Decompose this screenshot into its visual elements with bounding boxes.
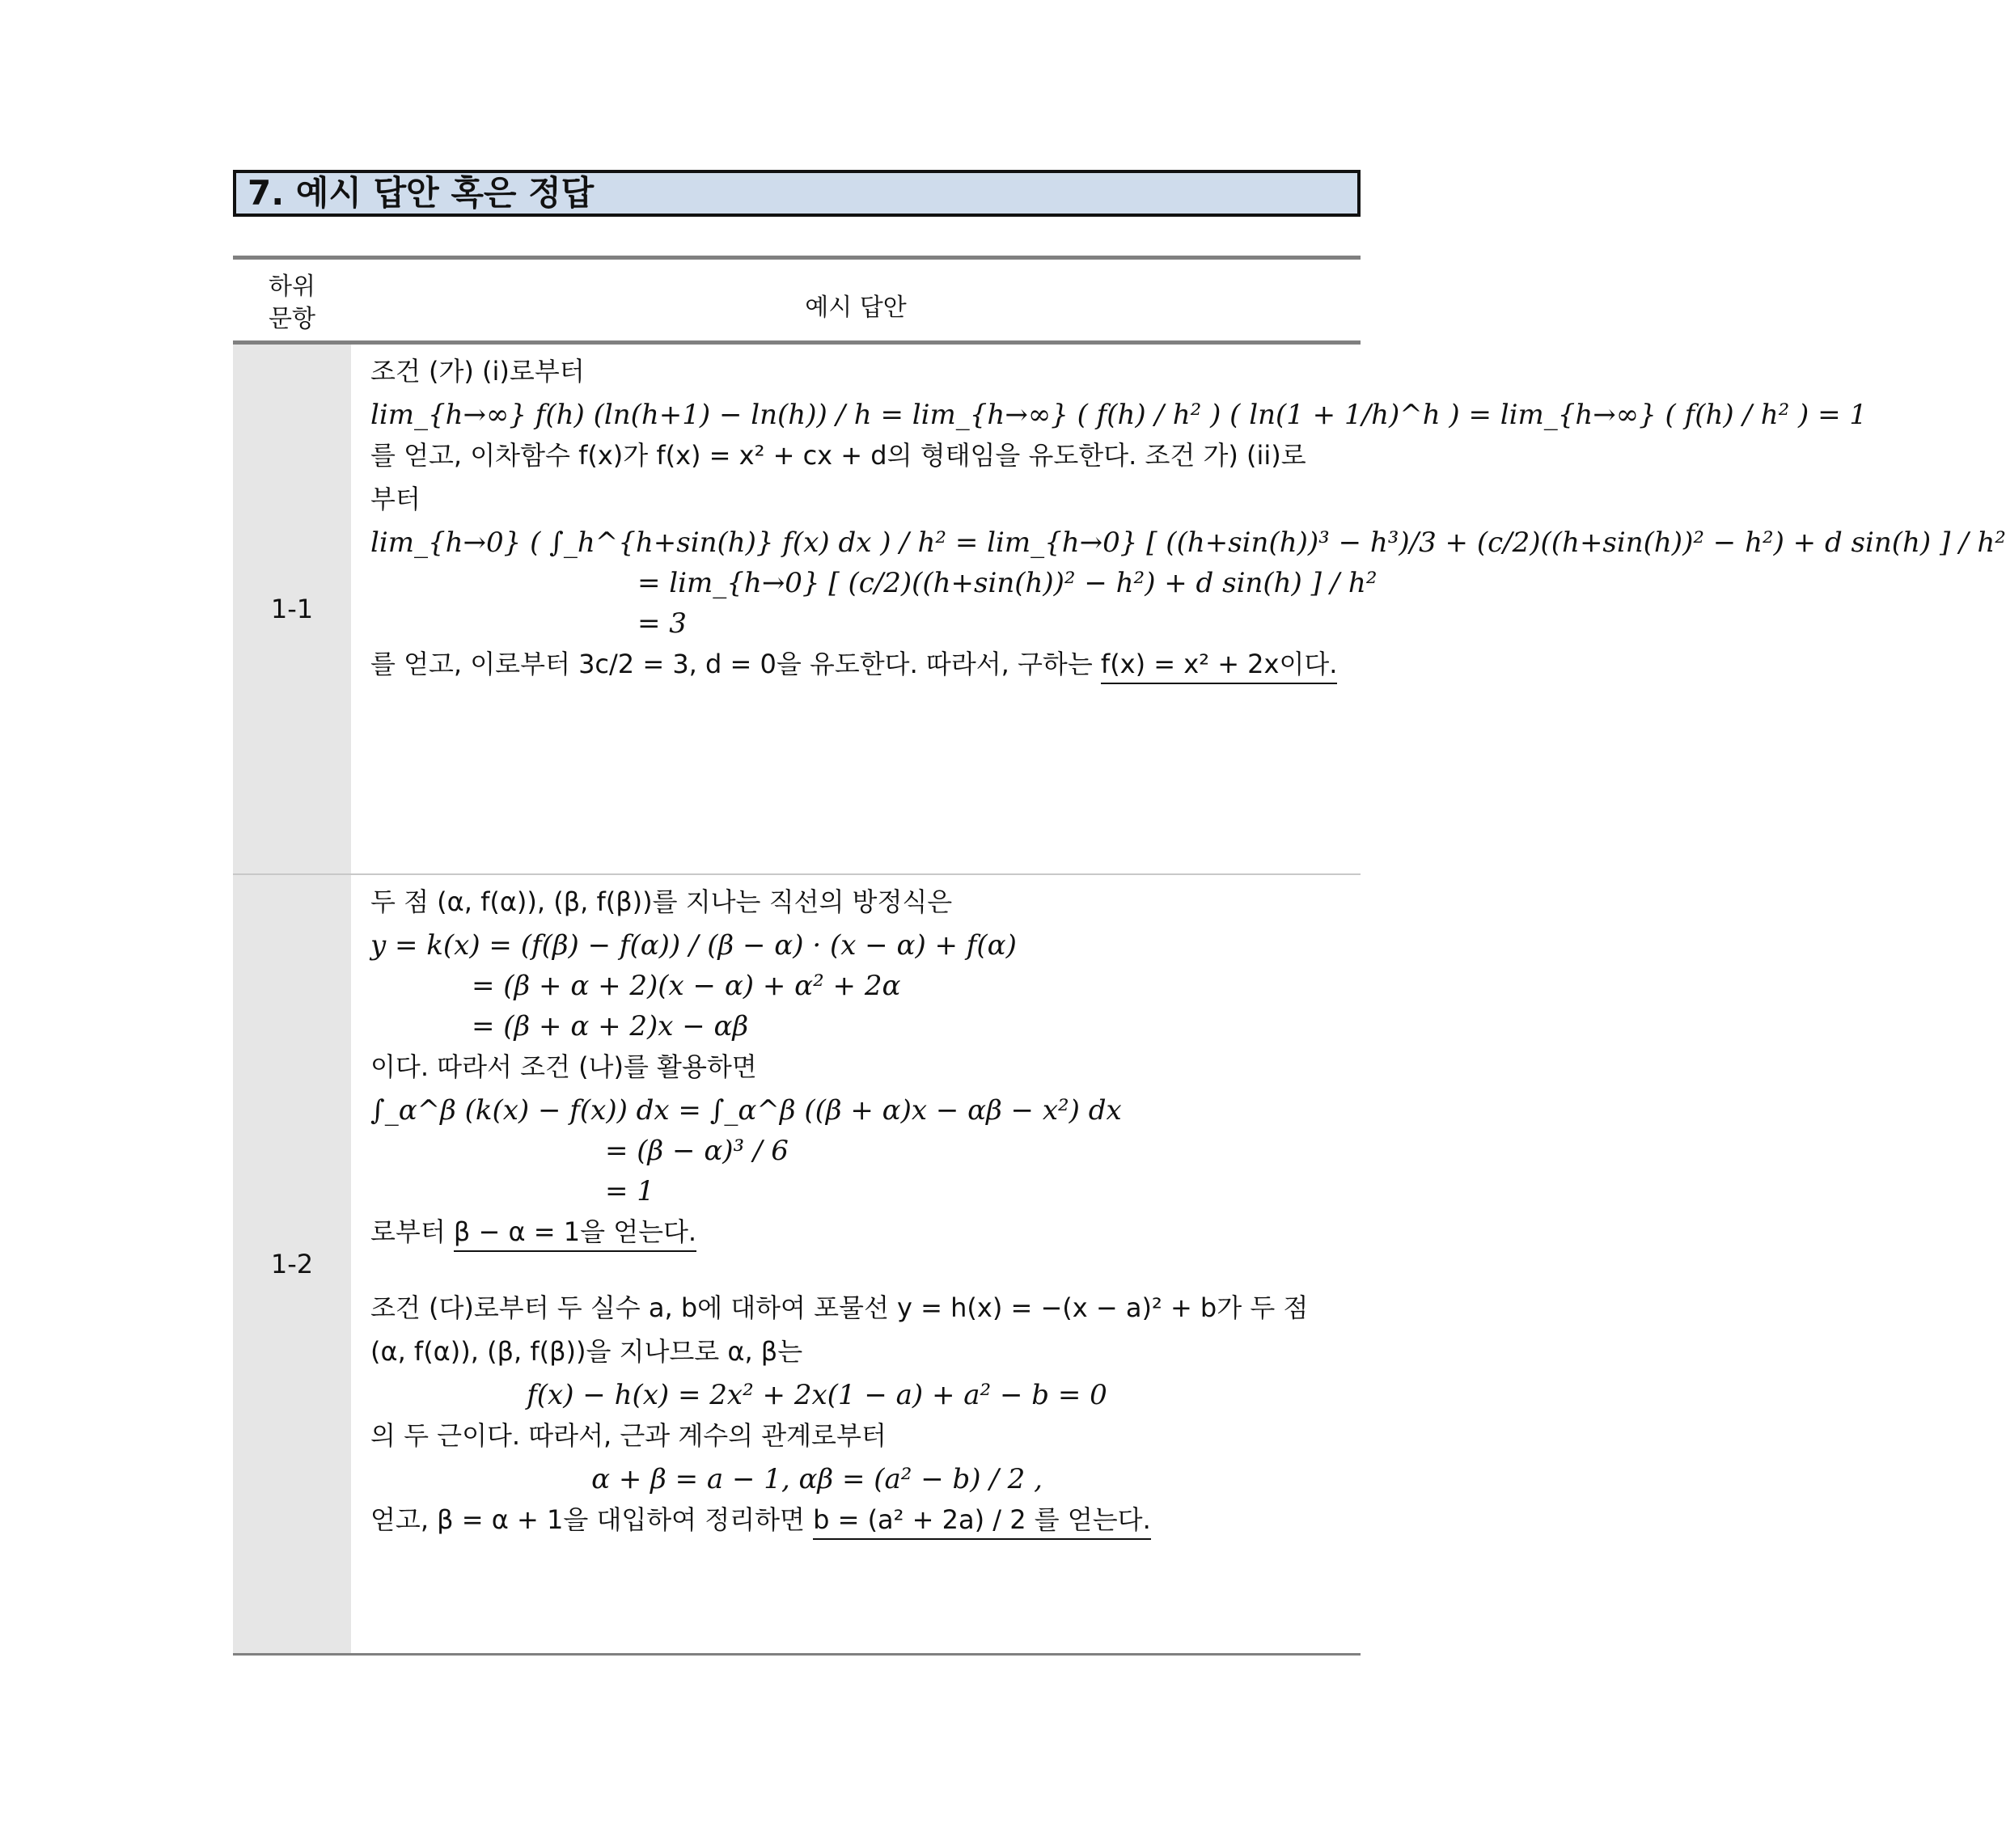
text-line	[370, 1213, 1344, 1250]
text-line: 조건 (다)로부터 두 실수 a, b에 대하여 포물선 y = h(x) = −(x − a)² + b가 두 점	[370, 1292, 1309, 1323]
math-line: = (β − α)³ / 6	[605, 1135, 789, 1167]
header-example-answer: 예시 답안	[805, 294, 907, 322]
text-line: 를 얻고, 이차함수 f(x)가 f(x) = x² + cx + d의 형태임을 유도한다. 조건 가) (ii)로	[370, 440, 1306, 471]
table-row-1-2	[233, 875, 1361, 1653]
table-bottom-rule	[233, 1653, 1361, 1656]
text-line: 의 두 근이다. 따라서, 근과 계수의 관계로부터	[370, 1420, 887, 1451]
math-line: f(x) − h(x) = 2x² + 2x(1 − a) + a² − b = 0	[527, 1379, 1107, 1411]
table-header	[233, 260, 1361, 340]
underlined-answer: b = (a² + 2a) / 2 를 얻는다.	[813, 1504, 1151, 1540]
text-line	[370, 645, 1344, 683]
math-line: = 1	[605, 1175, 654, 1207]
math-line: = (β + α + 2)x − αβ	[472, 1010, 749, 1042]
text-line: 조건 (가) (i)로부터	[370, 356, 585, 387]
text-line: (α, f(α)), (β, f(β))을 지나므로 α, β는	[370, 1336, 803, 1367]
math-line: = lim_{h→0} [ (c/2)((h+sin(h))² − h²) + d sin(h) ] / h²	[637, 567, 1378, 599]
table-row-1-1	[233, 345, 2006, 873]
text-line: 이다. 따라서 조건 (나)를 활용하면	[370, 1051, 757, 1082]
answer-table	[233, 256, 2006, 1656]
prefix-text: 로부터	[370, 1216, 446, 1247]
math-line: y = k(x) = (f(β) − f(α)) / (β − α) · (x − α) + f(α)	[370, 929, 1017, 962]
text-line: 두 점 (α, f(α)), (β, f(β))를 지나는 직선의 방정식은	[370, 886, 953, 917]
spacer	[370, 1257, 1344, 1289]
header-sub-item	[233, 271, 351, 336]
prefix-text: 얻고, β = α + 1을 대입하여 정리하면	[370, 1504, 805, 1535]
math-line: α + β = a − 1, αβ = (a² − b) / 2 ,	[591, 1463, 1043, 1495]
row-content	[370, 875, 1361, 1538]
math-line: = (β + α + 2)(x − α) + α² + 2α	[472, 970, 901, 1002]
text-line	[370, 1501, 1344, 1538]
math-line: lim_{h→0} ( ∫_h^{h+sin(h)} f(x) dx ) / h² = lim_{h→0} [ ((h+sin(h))³ − h³)/3 + (c/2)((h+sin(h))² − h²) + d sin(h) ] / h²	[370, 526, 2006, 559]
underlined-answer: f(x) = x² + 2x이다.	[1101, 649, 1338, 684]
row-label: 1-2	[233, 875, 351, 1653]
header-sub-item-line2: 문항	[269, 305, 315, 333]
header-sub-item-line1: 하위	[269, 273, 315, 301]
conclusion-text: 를 얻고, 이로부터 3c/2 = 3, d = 0을 유도한다. 따라서, 구하는	[370, 649, 1093, 679]
text-line: 부터	[370, 484, 421, 514]
underlined-answer: β − α = 1을 얻는다.	[454, 1216, 696, 1252]
math-line: = 3	[637, 607, 687, 640]
row-label: 1-1	[233, 345, 351, 873]
math-line: ∫_α^β (k(x) − f(x)) dx = ∫_α^β ((β + α)x − αβ − x²) dx	[370, 1094, 1122, 1127]
math-line: lim_{h→∞} f(h) (ln(h+1) − ln(h)) / h = lim_{h→∞} ( f(h) / h² ) ( ln(1 + 1/h)^h ) = lim_{h→∞} ( f(h) / h² ) = 1	[370, 399, 1868, 431]
section-title: 7. 예시 답안 혹은 정답	[233, 170, 1361, 217]
row-content	[370, 345, 2006, 683]
